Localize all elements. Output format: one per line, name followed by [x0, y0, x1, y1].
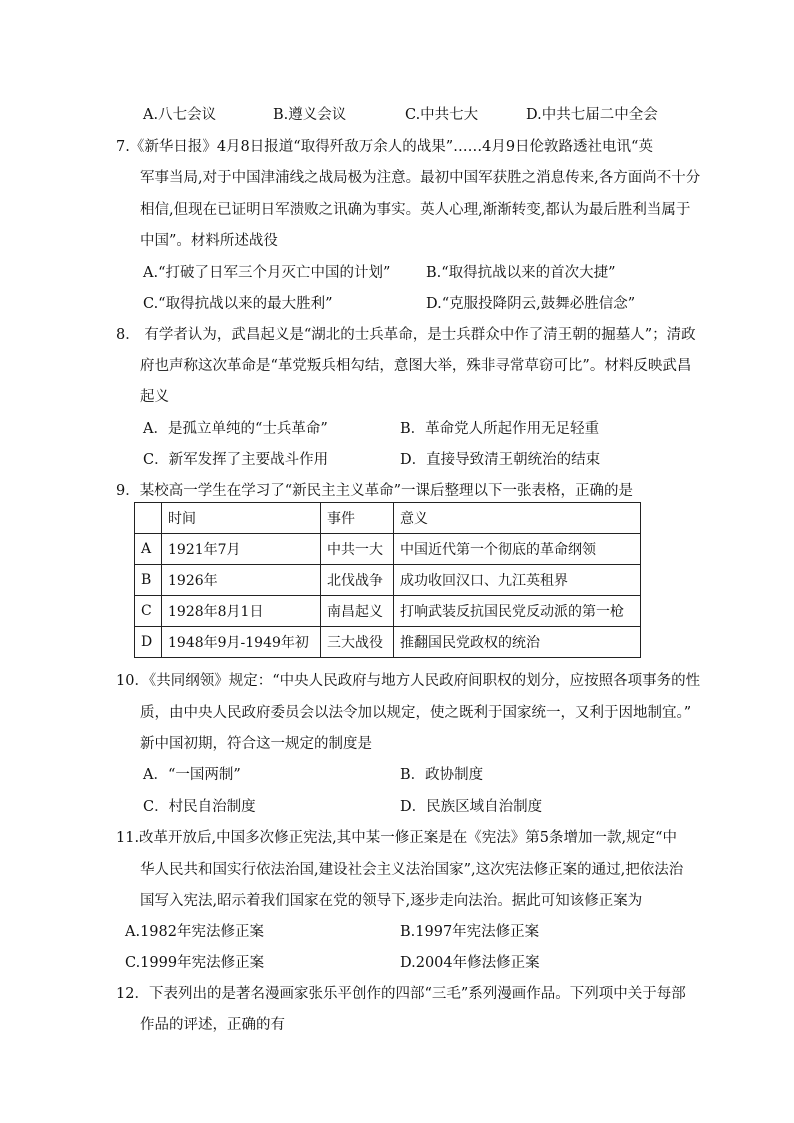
q11-stem-line: 11.改革开放后,中国多次修正宪法,其中某一修正案是在《宪法》第5条增加一款,规定“中 [116, 830, 678, 846]
table-cell: 成功收回汉口、九江英租界 [394, 565, 641, 596]
q10-option-b: B．政协制度 [400, 767, 484, 783]
table-cell: 1921年7月 [162, 534, 321, 565]
table-cell: 南昌起义 [321, 596, 394, 627]
table-cell: 三大战役 [321, 627, 394, 658]
table-row [135, 565, 641, 596]
table-cell: 1928年8月1日 [162, 596, 321, 627]
q10-stem-line: 新中国初期，符合这一规定的制度是 [140, 736, 372, 752]
q6-option-d: D.中共七届二中全会 [526, 107, 658, 123]
table-cell: B [135, 565, 162, 596]
table-cell: 打响武装反抗国民党反动派的第一枪 [394, 596, 641, 627]
q12-stem-line: 12．下表列出的是著名漫画家张乐平创作的四部“三毛”系列漫画作品。下列项中关于每部 [116, 986, 686, 1002]
table-header-row [135, 503, 641, 534]
table-cell: 北伐战争 [321, 565, 394, 596]
q7-stem-line: 中国”。材料所述战役 [140, 233, 278, 249]
q11-stem-line: 国写入宪法,昭示着我们国家在党的领导下,逐步走向法治。据此可知该修正案为 [140, 893, 643, 909]
table-cell: 1948年9月-1949年初 [162, 627, 321, 658]
q7-option-d: D.“克服投降阴云,鼓舞必胜信念” [426, 296, 636, 312]
q8-stem-line: 府也声称这次革命是“革党叛兵相勾结，意图大举，殊非寻常草窃可比”。材料反映武昌 [140, 358, 692, 374]
table-header-cell: 事件 [321, 503, 394, 534]
q7-option-a: A.“打破了日军三个月灭亡中国的计划” [143, 265, 391, 281]
q11-option-a: A.1982年宪法修正案 [125, 924, 264, 940]
q9-stem: 9．某校高一学生在学习了“新民主主义革命”一课后整理以下一张表格，正确的是 [116, 483, 634, 499]
q11-option-c: C.1999年宪法修正案 [125, 955, 265, 971]
q8-option-c: C．新军发挥了主要战斗作用 [143, 452, 329, 468]
table-row [135, 627, 641, 658]
q10-option-a: A．“一国两制” [143, 767, 241, 783]
q7-stem-line: 7.《新华日报》4月8日报道“取得歼敌万余人的战果”……4月9日伦敦路透社电讯“英 [116, 139, 653, 155]
table-header-cell: 意义 [394, 503, 641, 534]
table-header-cell: 时间 [162, 503, 321, 534]
q11-stem-line: 华人民共和国实行依法治国,建设社会主义法治国家”,这次宪法修正案的通过,把依法治 [140, 862, 684, 878]
table-header-cell [135, 503, 162, 534]
q10-stem-line: 10．《共同纲领》规定：“中央人民政府与地方人民政府间职权的划分，应按照各项事务的性 [116, 673, 701, 689]
q9-table [134, 502, 641, 658]
q7-stem-line: 军事当局,对于中国津浦线之战局极为注意。最初中国军获胜之消息传来,各方面尚不十分 [140, 170, 701, 186]
q8-stem-line: 8． 有学者认为，武昌起义是“湖北的士兵革命，是士兵群众中作了清王朝的掘墓人”；清政 [116, 327, 696, 343]
table-cell: C [135, 596, 162, 627]
table-cell: A [135, 534, 162, 565]
q7-stem-line: 相信,但现在已证明日军溃败之讯确为事实。英人心理,渐渐转变,都认为最后胜利当属于 [140, 202, 691, 218]
q11-option-b: B.1997年宪法修正案 [400, 924, 540, 940]
q10-option-d: D．民族区域自治制度 [400, 799, 543, 815]
q10-option-c: C．村民自治制度 [143, 799, 256, 815]
table-cell: D [135, 627, 162, 658]
table-cell: 中共一大 [321, 534, 394, 565]
table-row [135, 534, 641, 565]
q7-option-c: C.“取得抗战以来的最大胜利” [143, 296, 333, 312]
q11-option-d: D.2004年修法修正案 [400, 955, 540, 971]
q6-option-a: A.八七会议 [143, 107, 217, 123]
q6-option-c: C.中共七大 [405, 107, 479, 123]
q10-stem-line: 质，由中央人民政府委员会以法令加以规定，使之既利于国家统一，又利于因地制宜。” [140, 705, 692, 721]
q8-option-a: A．是孤立单纯的“士兵革命” [143, 421, 328, 437]
table-row [135, 596, 641, 627]
table-cell: 1926年 [162, 565, 321, 596]
q8-option-b: B．革命党人所起作用无足轻重 [400, 421, 600, 437]
q8-option-d: D．直接导致清王朝统治的结束 [400, 452, 601, 468]
table-cell: 中国近代第一个彻底的革命纲领 [394, 534, 641, 565]
table-cell: 推翻国民党政权的统治 [394, 627, 641, 658]
q6-option-b: B.遵义会议 [273, 107, 347, 123]
q12-stem-line: 作品的评述，正确的有 [140, 1017, 285, 1033]
q8-stem-line: 起义 [140, 389, 169, 405]
q7-option-b: B.“取得抗战以来的首次大捷” [426, 265, 616, 281]
